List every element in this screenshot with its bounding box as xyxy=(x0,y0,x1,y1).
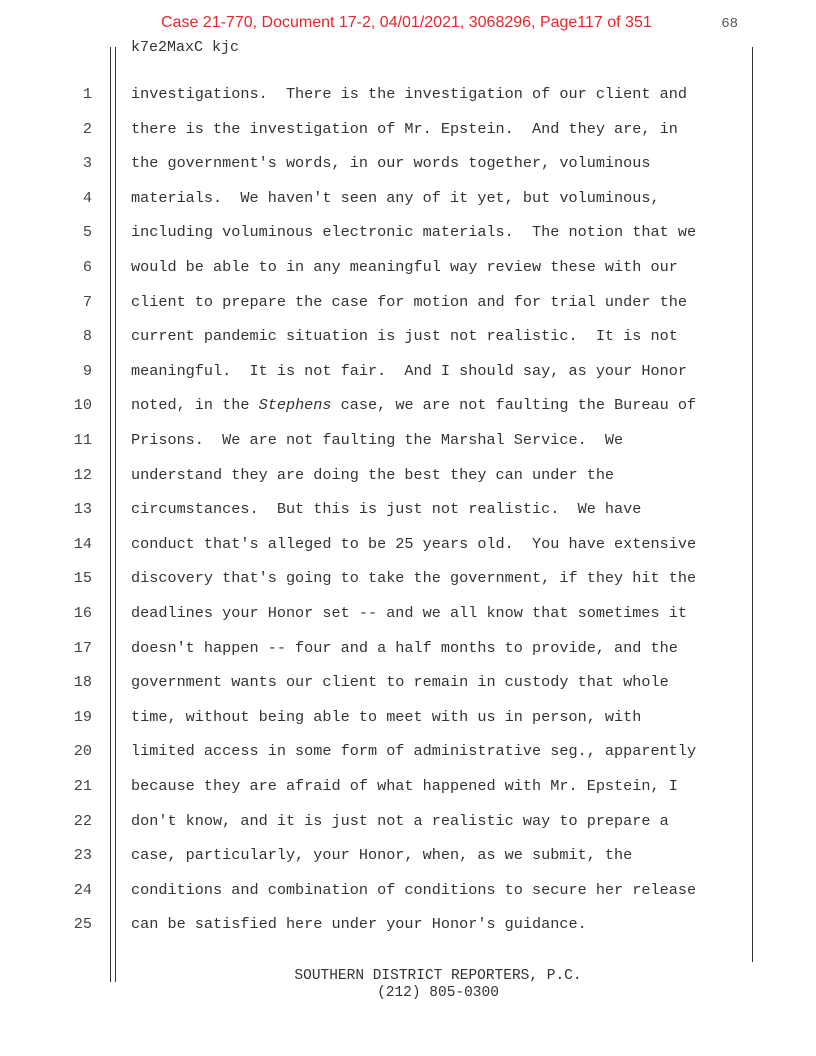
line-text: government wants our client to remain in custody that whole xyxy=(131,673,669,692)
line-text: don't know, and it is just not a realistic way to prepare a xyxy=(131,811,669,830)
transcript-line xyxy=(0,639,816,663)
transcript-line xyxy=(0,431,816,455)
line-text: conditions and combination of conditions to secure her release xyxy=(131,880,697,899)
transcript-line xyxy=(0,327,816,351)
line-text: would be able to in any meaningful way review these with our xyxy=(131,258,678,276)
line-text: understand they are doing the best they can under the xyxy=(131,465,615,484)
line-number: 18 xyxy=(73,673,92,692)
line-number: 10 xyxy=(73,396,92,415)
transcript-line xyxy=(0,500,816,524)
header-code: k7e2MaxC kjc xyxy=(131,39,240,56)
transcript-line xyxy=(0,673,816,697)
case-name-italic: Stephens xyxy=(258,396,332,415)
footer-reporter: SOUTHERN DISTRICT REPORTERS, P.C. xyxy=(294,968,582,984)
line-text: deadlines your Honor set -- and we all know that sometimes it xyxy=(131,604,687,622)
transcript-line xyxy=(0,293,816,317)
transcript-line xyxy=(0,120,816,144)
transcript-line xyxy=(0,223,816,247)
transcript-line xyxy=(0,154,816,178)
transcript-line xyxy=(0,466,816,490)
line-number: 25 xyxy=(73,915,92,934)
transcript-line xyxy=(0,742,816,766)
line-text: including voluminous electronic materials. The notion that we xyxy=(131,223,697,242)
line-text-before: noted, in the xyxy=(131,396,259,415)
transcript-line xyxy=(0,881,816,905)
line-text: Prisons. We are not faulting the Marshal Service. We xyxy=(131,431,624,449)
transcript-line xyxy=(0,362,816,386)
transcript-line xyxy=(0,189,816,213)
line-number: 21 xyxy=(73,777,92,795)
line-number: 9 xyxy=(82,361,92,380)
line-number: 1 xyxy=(82,85,92,103)
footer xyxy=(0,968,816,1002)
line-number: 12 xyxy=(73,465,92,484)
line-text: case, particularly, your Honor, when, as we submit, the xyxy=(131,846,633,865)
transcript-line xyxy=(0,569,816,593)
line-number: 16 xyxy=(73,604,92,622)
line-number: 13 xyxy=(73,500,92,519)
line-text: investigations. There is the investigation of our client and xyxy=(131,85,687,103)
line-text-after: case, we are not faulting the Bureau of xyxy=(331,396,697,415)
transcript-line xyxy=(0,846,816,870)
line-number: 23 xyxy=(73,846,92,865)
line-number: 17 xyxy=(73,638,92,657)
transcript-line xyxy=(0,535,816,559)
line-number: 8 xyxy=(82,327,92,346)
line-text: meaningful. It is not fair. And I should say, as your Honor xyxy=(131,361,687,380)
transcript-line xyxy=(0,258,816,282)
line-text: materials. We haven't seen any of it yet, but voluminous, xyxy=(131,188,660,207)
line-number: 4 xyxy=(82,188,92,207)
line-text: because they are afraid of what happened with Mr. Epstein, I xyxy=(131,777,678,795)
transcript-line xyxy=(0,777,816,801)
transcript-line xyxy=(0,396,816,420)
line-number: 3 xyxy=(82,154,92,173)
line-number: 11 xyxy=(73,431,92,449)
line-text xyxy=(131,396,696,414)
line-number: 22 xyxy=(73,811,92,830)
line-text: circumstances. But this is just not realistic. We have xyxy=(131,500,642,519)
line-number: 5 xyxy=(82,223,92,242)
page-number: 68 xyxy=(721,16,738,32)
transcript-line xyxy=(0,708,816,732)
line-text: limited access in some form of administrative seg., apparently xyxy=(131,742,697,761)
line-text: can be satisfied here under your Honor's guidance. xyxy=(131,915,587,934)
transcript-line xyxy=(0,604,816,628)
line-text: current pandemic situation is just not realistic. It is not xyxy=(131,327,678,346)
transcript-line xyxy=(0,85,816,109)
line-number: 15 xyxy=(73,569,92,588)
line-number: 6 xyxy=(82,258,92,276)
line-text: there is the investigation of Mr. Epstein. And they are, in xyxy=(131,119,678,138)
footer-phone: (212) 805-0300 xyxy=(377,985,499,1001)
line-number: 20 xyxy=(73,742,92,761)
line-text: time, without being able to meet with us in person, with xyxy=(131,707,642,726)
transcript-line xyxy=(0,812,816,836)
line-number: 2 xyxy=(82,119,92,138)
line-number: 7 xyxy=(82,292,92,311)
line-text: the government's words, in our words together, voluminous xyxy=(131,154,651,173)
line-number: 24 xyxy=(73,880,92,899)
line-number: 14 xyxy=(73,534,92,553)
line-text: doesn't happen -- four and a half months to provide, and the xyxy=(131,638,678,657)
case-stamp: Case 21-770, Document 17-2, 04/01/2021, 3068296, Page117 of 351 xyxy=(161,14,652,31)
line-text: client to prepare the case for motion and for trial under the xyxy=(131,292,687,311)
transcript-line xyxy=(0,915,816,939)
line-text: discovery that's going to take the government, if they hit the xyxy=(131,569,697,588)
line-number: 19 xyxy=(73,707,92,726)
line-text: conduct that's alleged to be 25 years old. You have extensive xyxy=(131,534,697,553)
